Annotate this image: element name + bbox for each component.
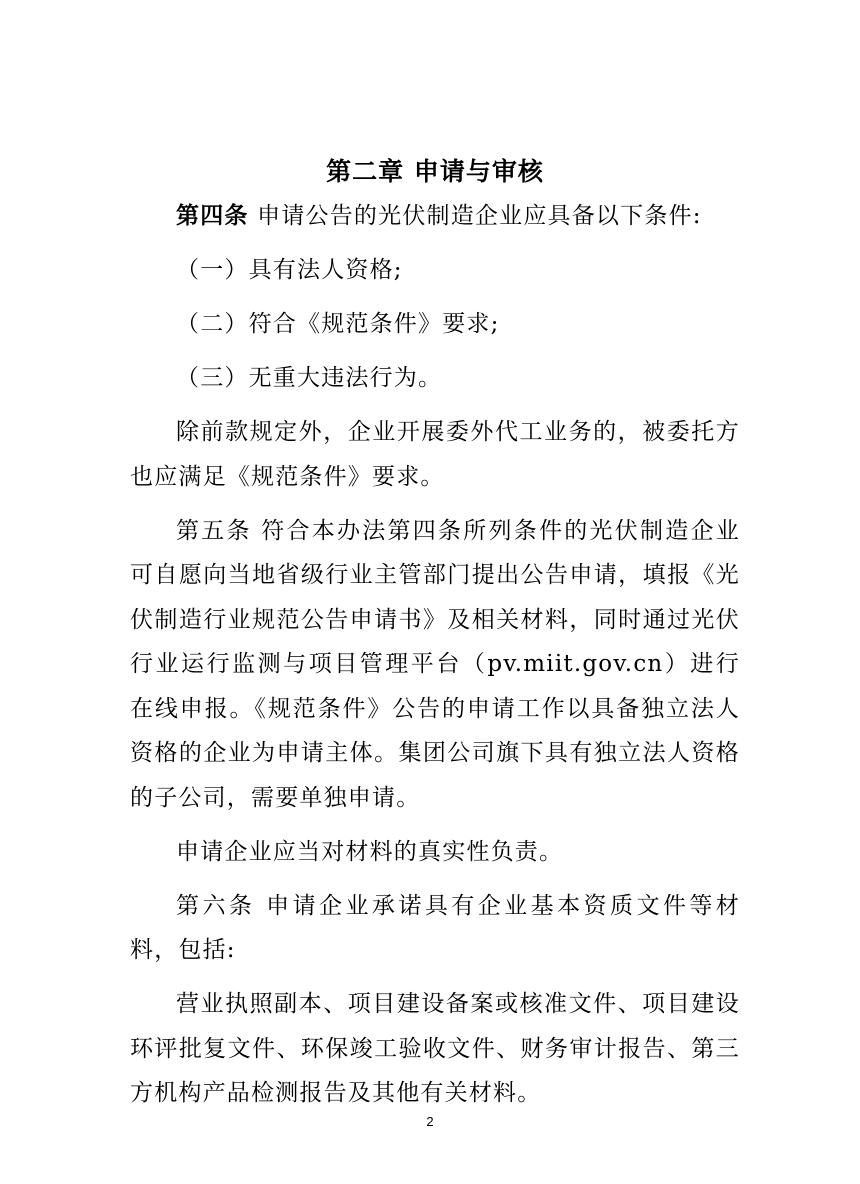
article-5-note: 申请企业应当对材料的真实性负责。 xyxy=(176,838,564,865)
article-4-text: 申请公告的光伏制造企业应具备以下条件: xyxy=(248,203,702,229)
document-body xyxy=(130,150,740,1125)
article-4-note: 除前款规定外，企业开展委外代工业务的，被委托方也应满足《规范条件》要求。 xyxy=(130,419,740,490)
condition-item-2: （二）符合《规范条件》要求; xyxy=(176,311,500,337)
article-6-paragraph: 第六条 申请企业承诺具有企业基本资质文件等材料，包括: xyxy=(130,892,740,963)
article-6-materials-list: 营业执照副本、项目建设备案或核准文件、项目建设环评批复文件、环保竣工验收文件、财务审计报告、第三方机构产品检测报告及其他有关材料。 xyxy=(130,991,740,1106)
article-5-paragraph: 第五条 符合本办法第四条所列条件的光伏制造企业可自愿向当地省级行业主管部门提出公告申请，填报《光伏制造行业规范公告申请书》及相关材料，同时通过光伏行业运行监测与项目管理平台（pv.miit.gov.cn）进行在线申报。《规范条件》公告的申请工作以具备独立法人资格的企业为申请主体。集团公司旗下具有独立法人资格的子公司，需要单独申请。 xyxy=(130,517,740,811)
condition-item-3: （三）无重大违法行为。 xyxy=(176,365,443,391)
page-number: 2 xyxy=(426,1114,434,1129)
article-4-label: 第四条 xyxy=(176,203,249,229)
article-4-paragraph xyxy=(130,194,740,239)
condition-item-1: （一）具有法人资格; xyxy=(176,257,403,283)
chapter-title: 第二章 申请与审核 xyxy=(326,157,544,186)
